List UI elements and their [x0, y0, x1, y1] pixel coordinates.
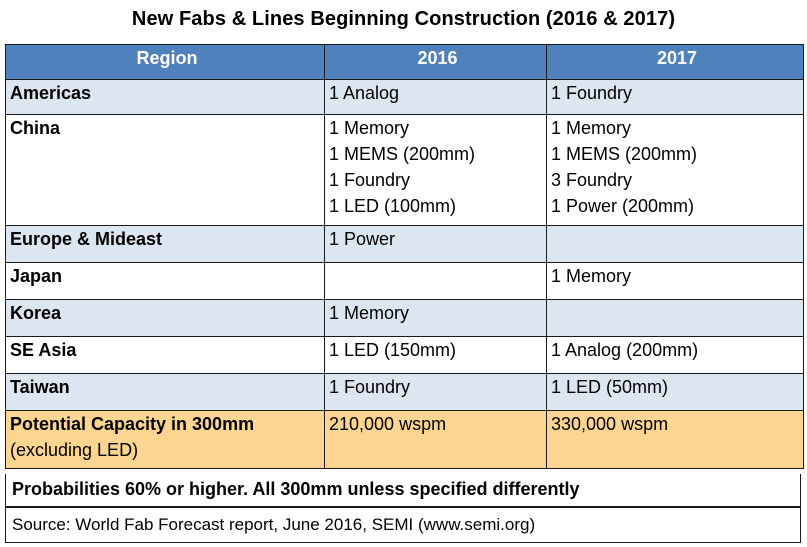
cell-2016 — [325, 337, 547, 374]
cell-line: 1 Analog (200mm) — [551, 340, 699, 360]
capacity-2017: 330,000 wspm — [547, 411, 804, 469]
cell-line: 1 LED (150mm) — [329, 340, 457, 360]
region-cell: Americas — [6, 80, 325, 115]
table-row — [6, 263, 804, 300]
region-cell: China — [6, 115, 325, 226]
cell-line: 1 Foundry — [329, 170, 411, 190]
capacity-row — [6, 411, 804, 469]
cell-line: 1 MEMS (200mm) — [329, 144, 476, 164]
cell-2017 — [547, 337, 804, 374]
cell-line: 1 Memory — [551, 266, 632, 286]
table-row — [6, 374, 804, 411]
region-cell: SE Asia — [6, 337, 325, 374]
cell-2017 — [547, 226, 804, 263]
cell-2017 — [547, 263, 804, 300]
cell-2016 — [325, 374, 547, 411]
cell-2016 — [325, 263, 547, 300]
capacity-sublabel: (excluding LED) — [10, 440, 139, 460]
header-row — [6, 45, 804, 80]
fabs-table — [5, 44, 804, 469]
source-note: Source: World Fab Forecast report, June 2016, SEMI (www.semi.org) — [5, 507, 801, 543]
cell-line: 1 Memory — [551, 118, 632, 138]
cell-2016 — [325, 80, 547, 115]
cell-line: 1 Power — [329, 229, 396, 249]
table-row — [6, 226, 804, 263]
cell-line: 1 Analog — [329, 83, 400, 103]
cell-2016 — [325, 115, 547, 226]
cell-2016 — [325, 300, 547, 337]
table-row — [6, 300, 804, 337]
table-row — [6, 337, 804, 374]
header-region: Region — [6, 45, 325, 80]
cell-2017 — [547, 115, 804, 226]
cell-2017 — [547, 374, 804, 411]
cell-line: 1 Memory — [329, 303, 410, 323]
region-cell: Europe & Mideast — [6, 226, 325, 263]
cell-line: 1 Memory — [329, 118, 410, 138]
header-2016: 2016 — [325, 45, 547, 80]
region-cell: Japan — [6, 263, 325, 300]
region-cell: Korea — [6, 300, 325, 337]
cell-line: 1 Foundry — [551, 83, 633, 103]
cell-2016 — [325, 226, 547, 263]
capacity-label-cell — [6, 411, 325, 469]
cell-2017 — [547, 300, 804, 337]
cell-line: 1 MEMS (200mm) — [551, 144, 698, 164]
table-row — [6, 80, 804, 115]
capacity-2016: 210,000 wspm — [325, 411, 547, 469]
probability-note: Probabilities 60% or higher. All 300mm unless specified differently — [5, 474, 801, 507]
table-title: New Fabs & Lines Beginning Construction (2016 & 2017) — [131, 8, 676, 30]
table-row — [6, 115, 804, 226]
cell-line: 1 Power (200mm) — [551, 196, 695, 216]
cell-2017 — [547, 80, 804, 115]
capacity-label: Potential Capacity in 300mm — [10, 414, 255, 434]
region-cell: Taiwan — [6, 374, 325, 411]
cell-line: 3 Foundry — [551, 170, 633, 190]
cell-line: 1 Foundry — [329, 377, 411, 397]
cell-line: 1 LED (100mm) — [329, 196, 457, 216]
header-2017: 2017 — [547, 45, 804, 80]
cell-line: 1 LED (50mm) — [551, 377, 669, 397]
